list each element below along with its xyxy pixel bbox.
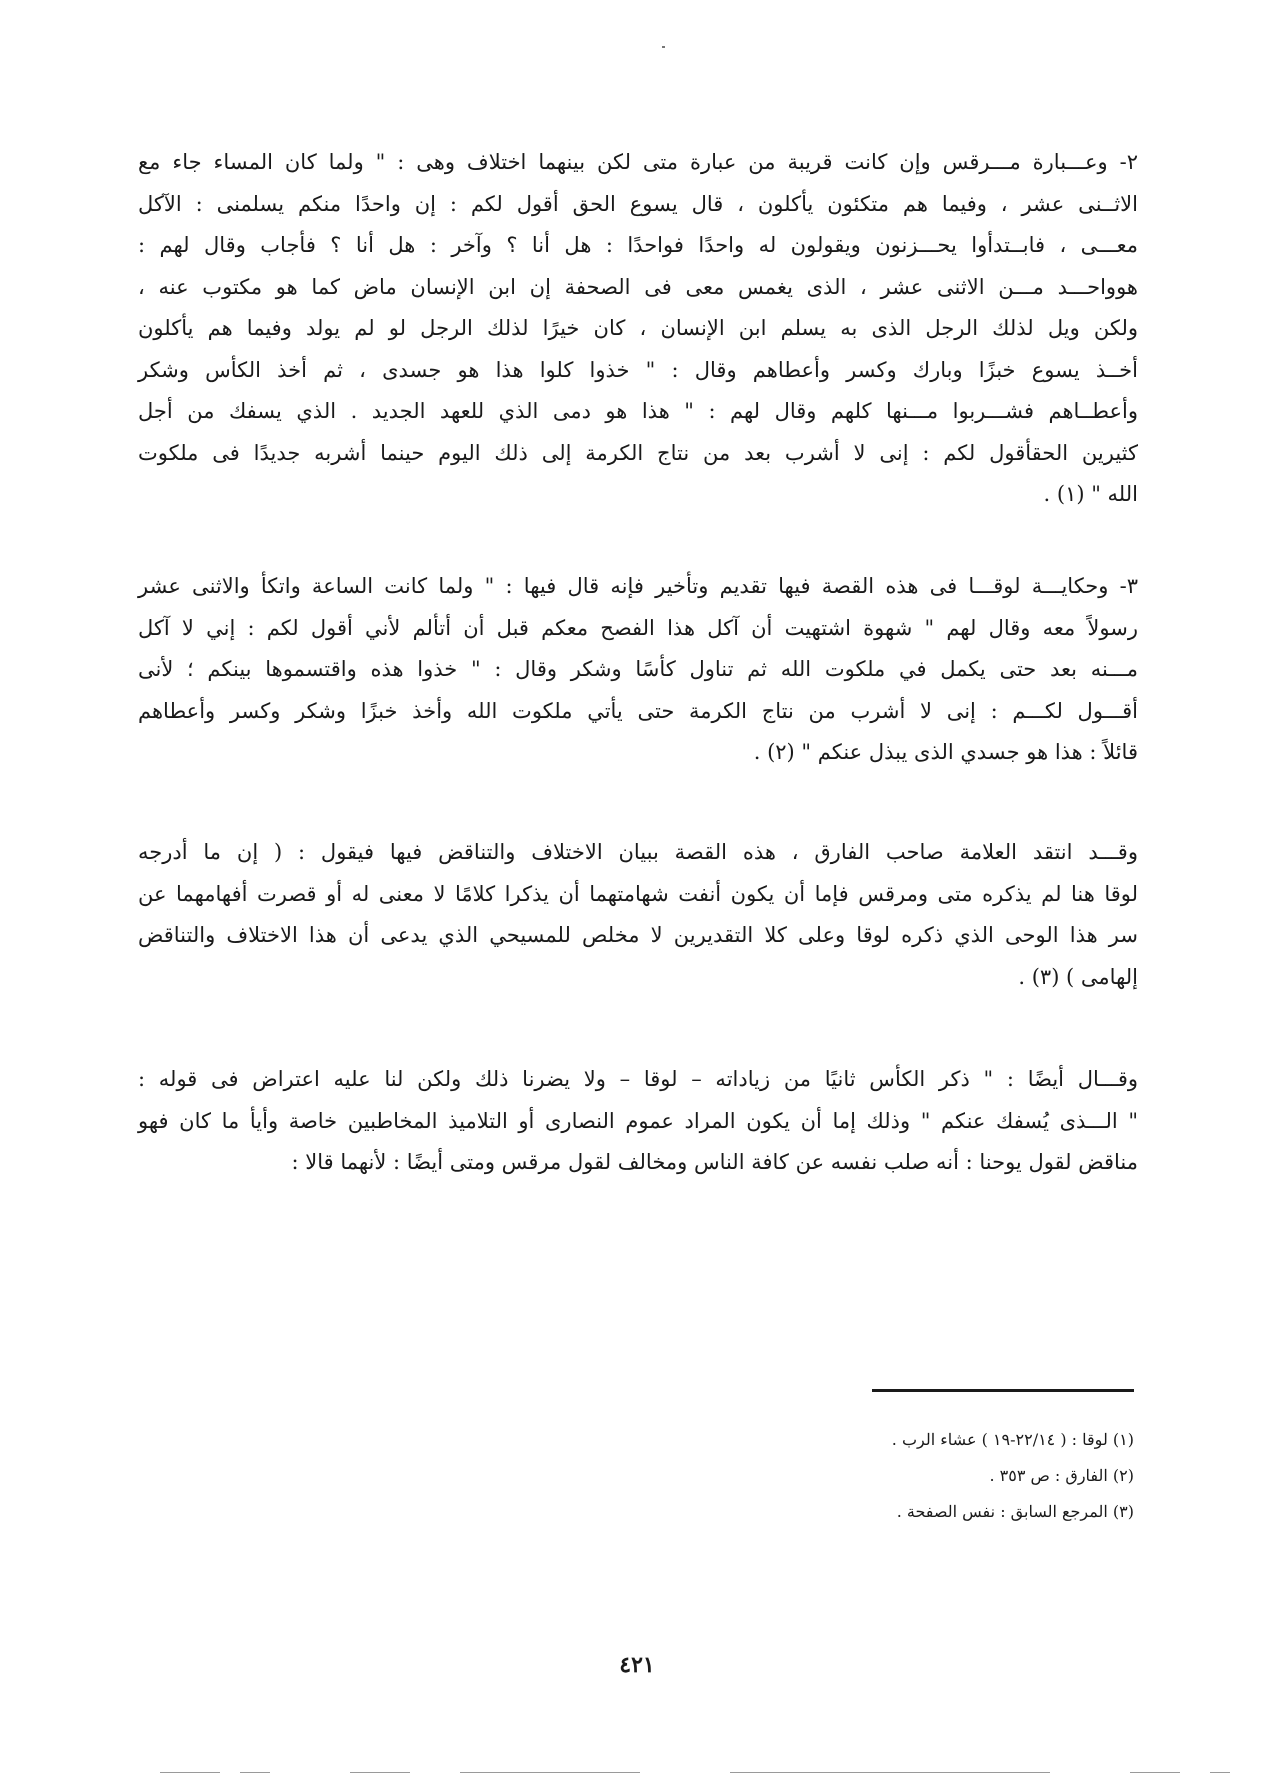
text-line: مـــنه بعد حتى يكمل في ملكوت الله ثم تناول كأسًا وشكر وقال : " خذوا هذه واقتسموها بينكم ؛ لأنى: [138, 657, 1138, 681]
text-line: كثيرين الحقأقول لكم : إنى لا أشرب بعد من نتاج الكرمة إلى ذلك اليوم حينما أشربه جديدًا فى ملكوت: [138, 440, 1138, 465]
text-line: إلهامى ) (٣) .: [1018, 964, 1138, 989]
text-line: " الـــذى يُسفك عنكم " وذلك إما أن يكون المراد عموم النصارى أو التلاميذ المخاطبين خاصة وأيأ ما كان فهو: [138, 1108, 1138, 1133]
footnotes: [614, 1422, 1134, 1530]
footnote-3: (٣) المرجع السابق : نفس الصفحة .: [896, 1502, 1134, 1521]
scan-artifact: [1210, 1772, 1230, 1773]
text-line: سر هذا الوحى الذي ذكره لوقا وعلى كلا التقديرين لا مخلص للمسيحي الذي يدعى أن هذا الاختلاف والتناقض: [138, 923, 1138, 947]
scan-speck: [662, 46, 665, 48]
text-line: معـــى ، فابــتدأوا يحـــزنون ويقولون له واحدًا فواحدًا : هل أنا ؟ وآخر : هل أنا ؟ فأجاب وقال لهم :: [138, 233, 1138, 257]
text-line: لوقا هنا لم يذكره متى ومرقس فإما أن يكون أنفت شهامتهما أن يذكرا كلامًا لا معنى له أو قصرت أفهامهما عن: [138, 881, 1138, 906]
footnote-2: (٢) الفارق : ص ٣٥٣ .: [989, 1466, 1134, 1485]
scan-artifact: [350, 1772, 410, 1773]
scan-artifact: [1130, 1772, 1180, 1773]
text-line: ٢- وعـــبارة مـــرقس وإن كانت قريبة من عبارة متى لكن بينهما اختلاف وهى : " ولما كان المساء جاء مع: [138, 150, 1138, 174]
scan-artifact: [160, 1772, 220, 1773]
text-line: رسولاً معه وقال لهم " شهوة اشتهيت أن آكل هذا الفصح معكم قبل أن أتألم لأني أقول لكم : إني لا آكل: [138, 615, 1138, 640]
text-line: وقـــال أيضًا : " ذكر الكأس ثانيًا من زياداته – لوقا – ولا يضرنا ذلك ولكن لنا عليه اعتراض فى قوله :: [138, 1067, 1138, 1091]
text-line: الله " (١) .: [1043, 482, 1138, 506]
footnote-divider: [872, 1389, 1134, 1392]
text-line: قائلاً : هذا هو جسدي الذى يبذل عنكم " (٢) .: [753, 740, 1138, 764]
text-line: أقـــول لكـــم : إنى لا أشرب من نتاج الكرمة حتى يأتي ملكوت الله وأخذ خبزًا وشكر وكسر وأعطاهم: [138, 698, 1138, 723]
scan-artifact: [240, 1772, 270, 1773]
text-line: ولكن ويل لذلك الرجل الذى به يسلم ابن الإنسان ، كان خيرًا لذلك الرجل لو لم يولد وفيما هم يأكلون: [138, 316, 1138, 340]
text-line: وأعطــاهم فشـــربوا مـــنها كلهم وقال لهم : " هذا هو دمى الذي للعهد الجديد . الذي يسفك من أجل: [138, 399, 1138, 423]
footnote-1: (١) لوقا : ( ٢٢/١٤-١٩ ) عشاء الرب .: [891, 1430, 1134, 1449]
paragraph-objection: [138, 1059, 1138, 1184]
text-line: وقـــد انتقد العلامة صاحب الفارق ، هذه القصة ببيان الاختلاف والتناقض فيها فيقول : ( إن ما أدرجه: [138, 840, 1138, 864]
scan-artifact: [460, 1772, 640, 1773]
paragraph-item-3: [138, 566, 1138, 774]
text-line: مناقض لقول يوحنا : أنه صلب نفسه عن كافة الناس ومخالف لقول مرقس ومتى أيضًا : لأنهما قالا :: [291, 1150, 1138, 1174]
text-line: أخــذ يسوع خبزًا وبارك وكسر وأعطاهم وقال : " خذوا كلوا هذا هو جسدى ، ثم أخذ الكأس وشكر: [138, 357, 1138, 382]
page-number: ٤٢١: [619, 1652, 655, 1678]
paragraph-critique: [138, 832, 1138, 998]
text-line: هوواحـــد مـــن الاثنى عشر ، الذى يغمس معى فى الصحفة إن ابن الإنسان ماض كما هو مكتوب عنه ،: [138, 274, 1138, 299]
scan-artifact: [730, 1772, 1050, 1773]
text-line: الاثــنى عشر ، وفيما هم متكئون يأكلون ، قال يسوع الحق أقول لكم : إن واحدًا منكم يسلمنى : الآكل: [138, 191, 1138, 216]
paragraph-item-2: [138, 142, 1138, 516]
text-line: ٣- وحكايـــة لوقـــا فى هذه القصة فيها تقديم وتأخير فإنه قال فيها : " ولما كانت الساعة واتكأ والاثنى عشر: [138, 574, 1138, 598]
